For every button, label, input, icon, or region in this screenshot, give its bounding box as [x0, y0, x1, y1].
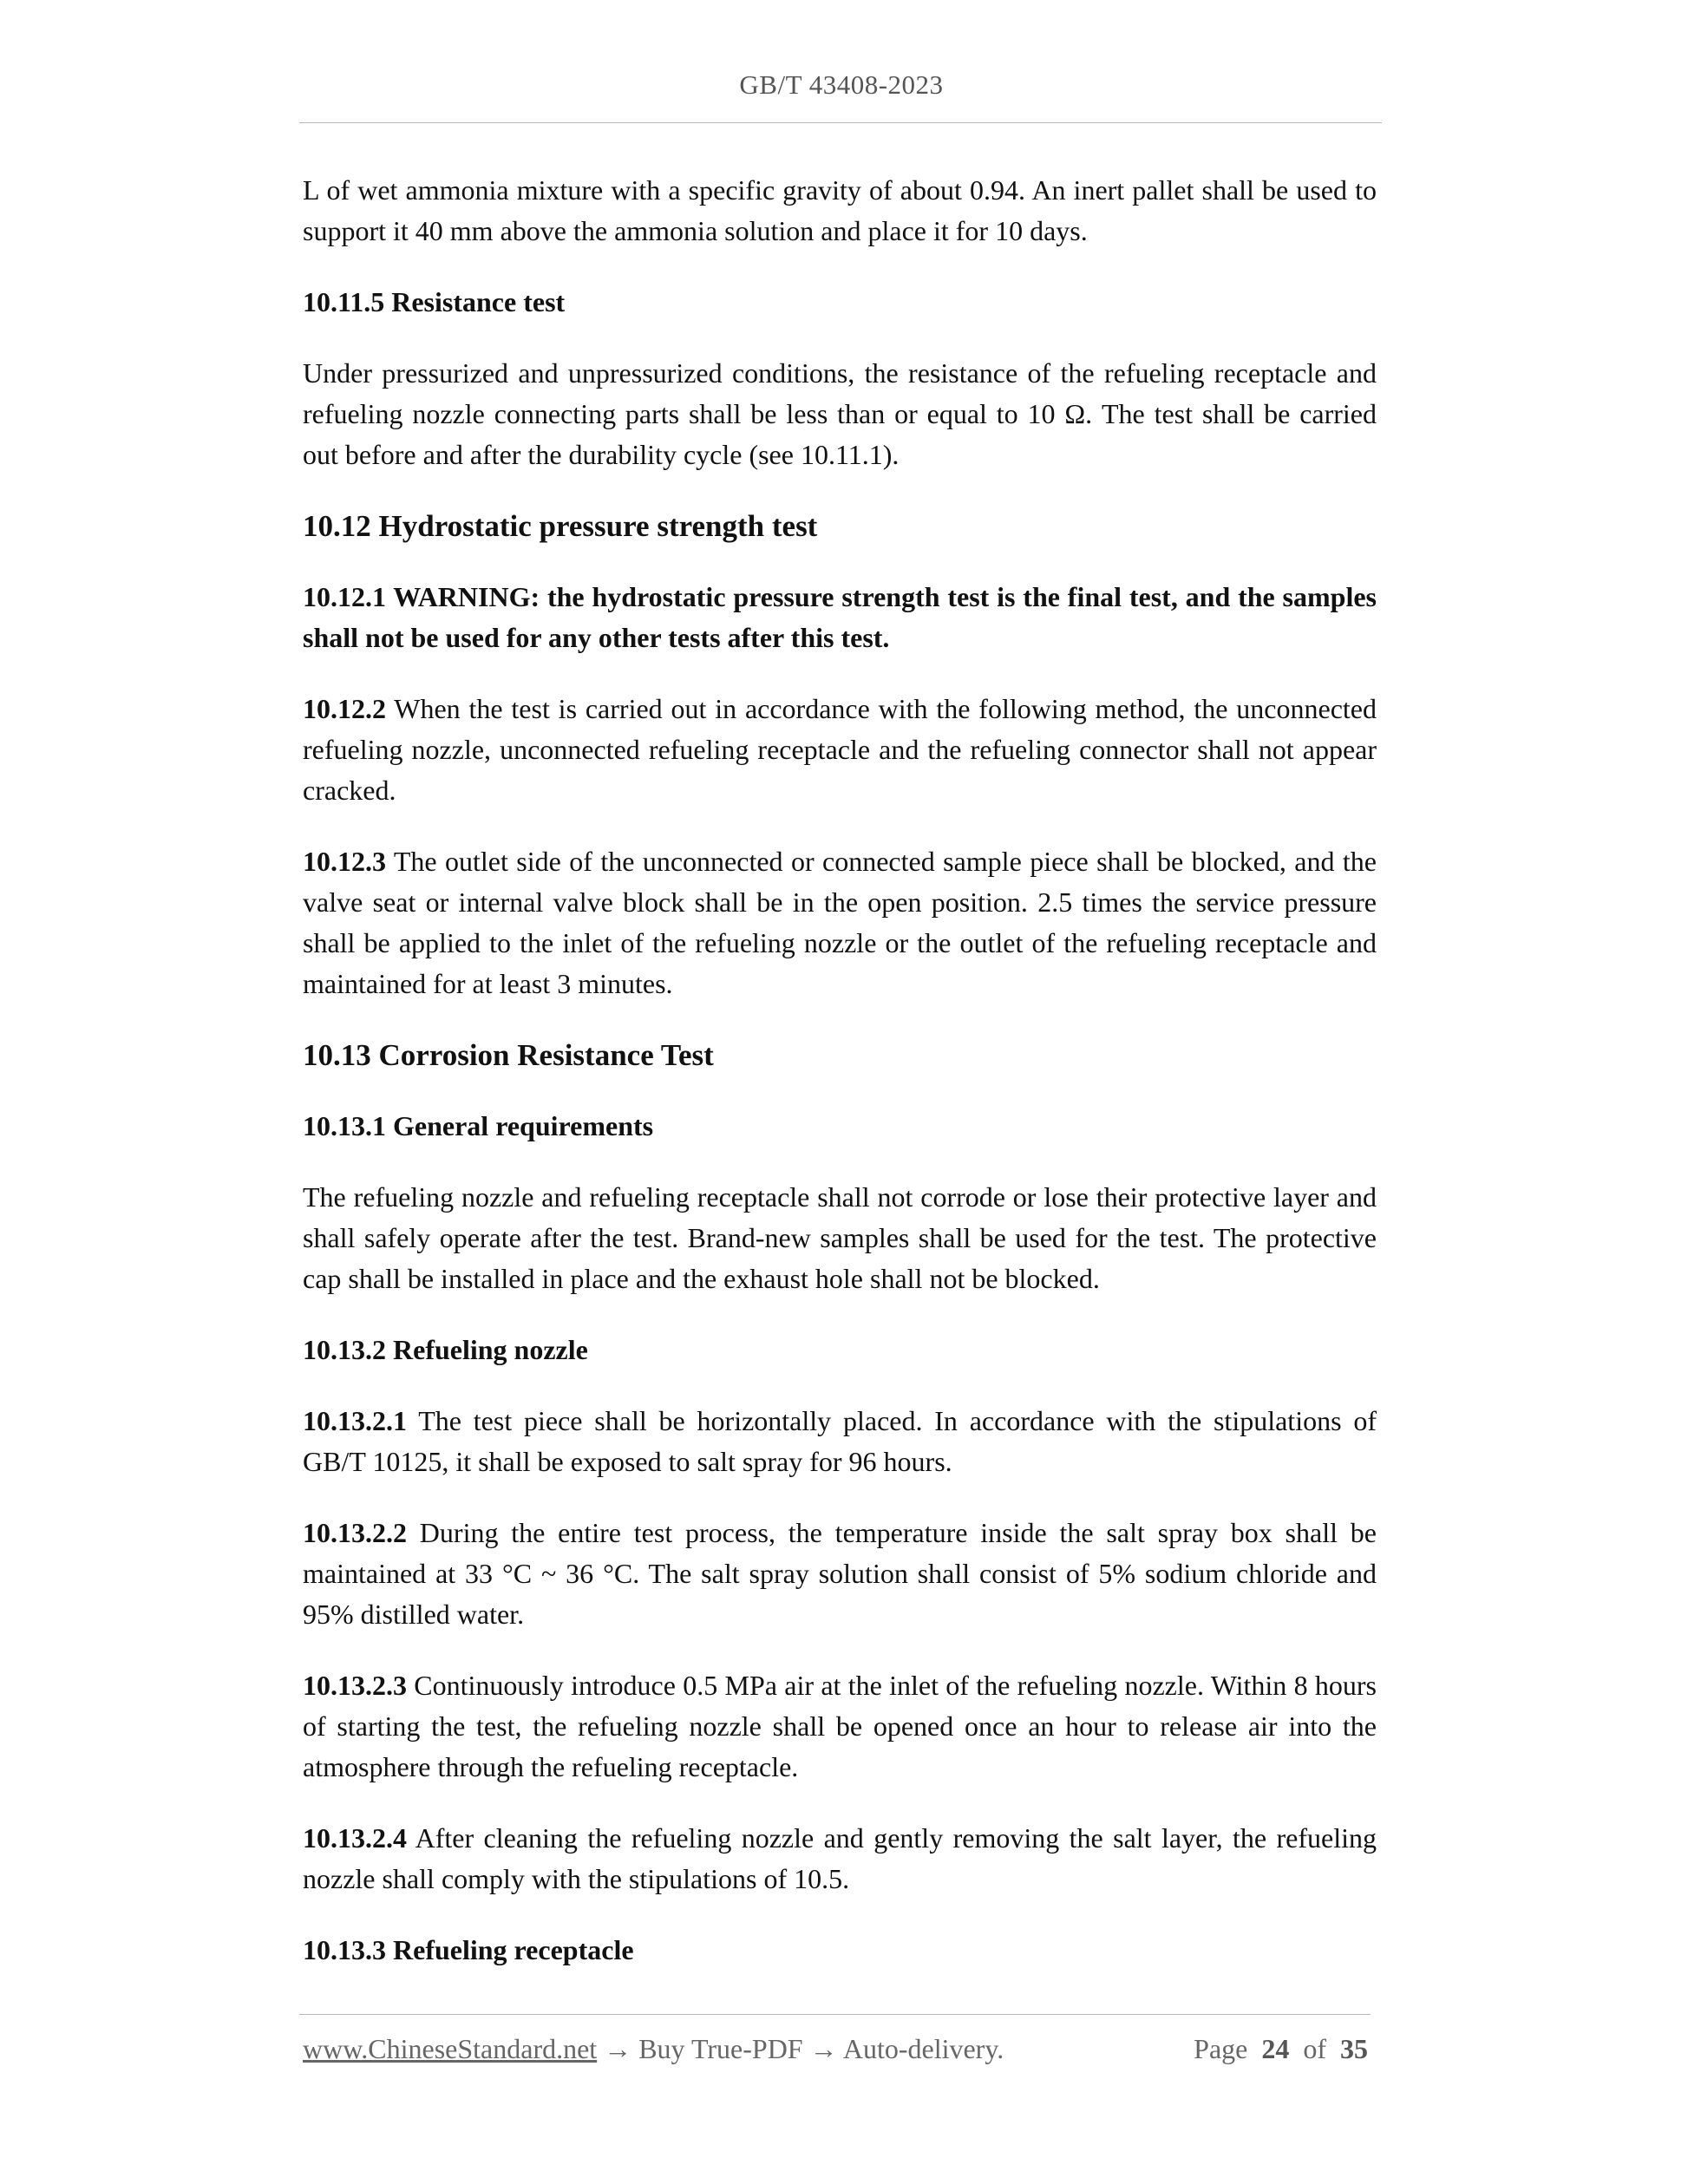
heading-10-13: 10.13 Corrosion Resistance Test — [303, 1038, 714, 1072]
paragraph-10-12-3 — [303, 841, 1377, 1004]
clause-number: 10.13.2.1 — [303, 1405, 407, 1436]
clause-number: 10.12.2 — [303, 693, 386, 724]
page-of-label: of — [1303, 2033, 1326, 2064]
page-current: 24 — [1261, 2033, 1290, 2064]
footer-divider — [299, 2014, 1371, 2015]
clause-text: During the entire test process, the temperature inside the salt spray box shall be maintained at 33 °C ~ 36 °C. The salt spray solution shall consist of 5% sodium chloride and 95% distilled water. — [303, 1517, 1377, 1630]
heading-10-11-5: 10.11.5 Resistance test — [303, 286, 566, 317]
paragraph-10-13-2-3 — [303, 1665, 1377, 1788]
page-footer — [303, 2033, 1368, 2065]
paragraph-10-13-2-2 — [303, 1513, 1377, 1635]
document-header-id: GB/T 43408-2023 — [739, 69, 944, 100]
clause-text: The outlet side of the unconnected or connected sample piece shall be blocked, and the valve seat or internal valve block shall be in the open position. 2.5 times the service pressure shall be applied to the inlet of the refueling nozzle or the outlet of the refueling receptacle and maintained for at least 3 minutes. — [303, 846, 1377, 999]
paragraph-10-11-5: Under pressurized and unpressurized conditions, the resistance of the refueling receptacle and refueling nozzle connecting parts shall be less than or equal to 10 Ω. The test shall be carried out before and after the durability cycle (see 10.11.1). — [303, 357, 1377, 470]
paragraph-continued: L of wet ammonia mixture with a specific gravity of about 0.94. An inert pallet shall be used to support it 40 mm above the ammonia solution and place it for 10 days. — [303, 174, 1377, 246]
clause-number: 10.13.2.4 — [303, 1822, 407, 1854]
paragraph-10-13-2-1 — [303, 1401, 1377, 1482]
clause-number: 10.13.2.3 — [303, 1670, 407, 1701]
clause-text: Continuously introduce 0.5 MPa air at the inlet of the refueling nozzle. Within 8 hours of starting the test, the refueling nozzle shall be opened once an hour to release air into the atmosphere through the refueling receptacle. — [303, 1670, 1377, 1782]
clause-text: The test piece shall be horizontally placed. In accordance with the stipulations of GB/T 10125, it shall be exposed to salt spray for 96 hours. — [303, 1405, 1377, 1477]
clause-number: 10.12.3 — [303, 846, 386, 877]
footer-promo — [303, 2033, 1004, 2065]
page-indicator — [1194, 2033, 1368, 2065]
clause-text: When the test is carried out in accordance with the following method, the unconnected refueling nozzle, unconnected refueling receptacle and the refueling connector shall not appear cracked. — [303, 693, 1377, 806]
paragraph-10-13-1: The refueling nozzle and refueling receptacle shall not corrode or lose their protective layer and shall safely operate after the test. Brand-new samples shall be used for the test. The protective cap shall be installed in place and the exhaust hole shall not be blocked. — [303, 1181, 1377, 1294]
page-label: Page — [1194, 2033, 1248, 2064]
heading-10-13-3: 10.13.3 Refueling receptacle — [303, 1934, 634, 1965]
document-body — [303, 170, 1377, 2001]
clause-number: 10.13.2.2 — [303, 1517, 407, 1548]
heading-10-13-1: 10.13.1 General requirements — [303, 1110, 654, 1141]
paragraph-10-12-1-warning: 10.12.1 WARNING: the hydrostatic pressure strength test is the final test, and the samples shall not be used for any other tests after this test. — [303, 581, 1377, 653]
website-link[interactable]: www.ChineseStandard.net — [303, 2033, 598, 2064]
clause-text: After cleaning the refueling nozzle and gently removing the salt layer, the refueling nozzle shall comply with the stipulations of 10.5. — [303, 1822, 1377, 1894]
paragraph-10-13-2-4 — [303, 1818, 1377, 1900]
header-divider — [299, 122, 1382, 123]
heading-10-12: 10.12 Hydrostatic pressure strength test — [303, 509, 818, 543]
footer-promo-text: → Buy True-PDF → Auto-delivery. — [597, 2033, 1004, 2064]
heading-10-13-2: 10.13.2 Refueling nozzle — [303, 1334, 588, 1365]
paragraph-10-12-2 — [303, 689, 1377, 811]
page-total: 35 — [1340, 2033, 1368, 2064]
